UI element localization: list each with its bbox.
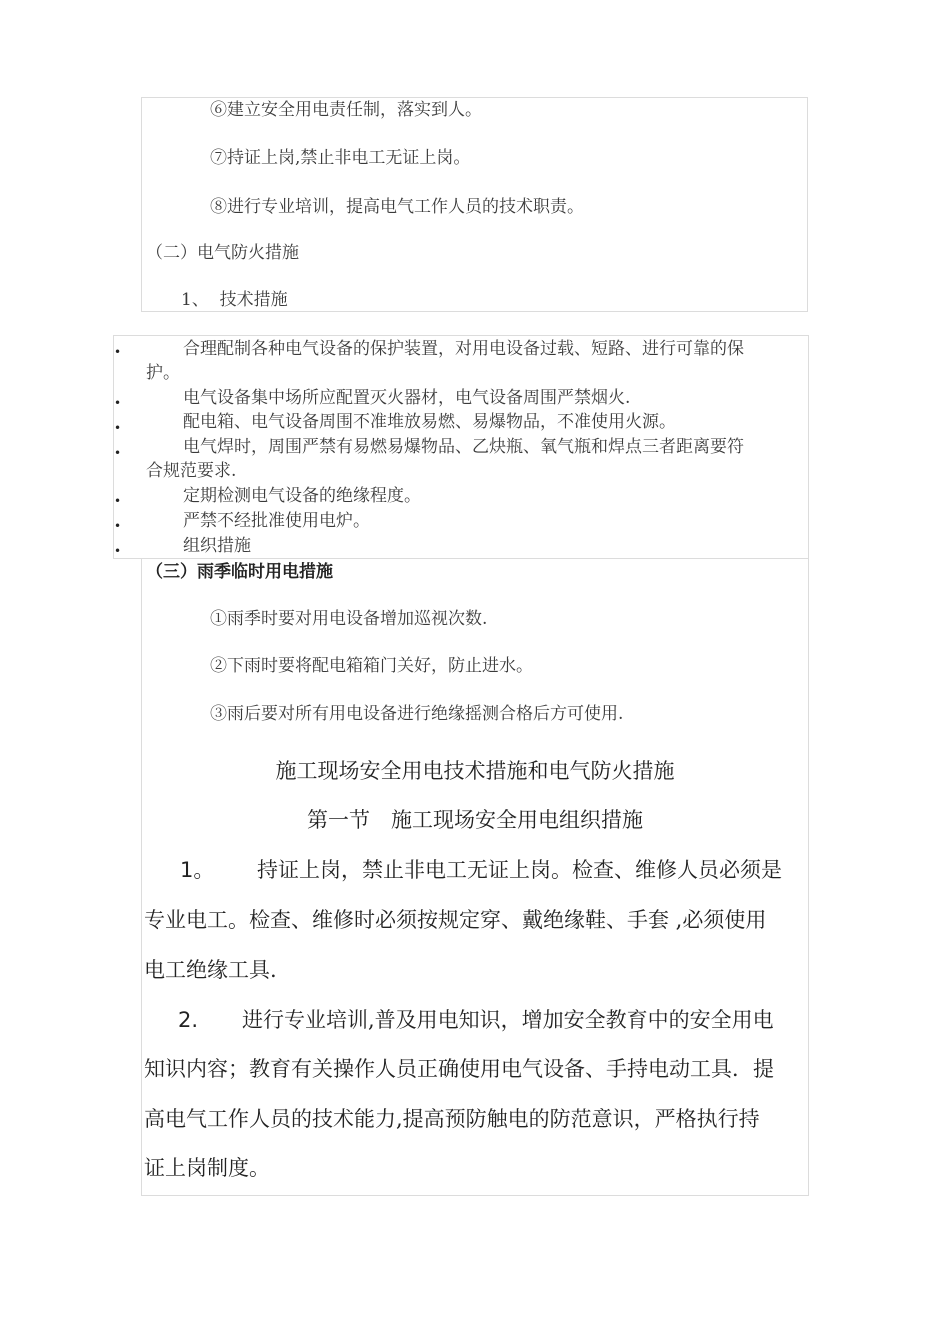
- paragraph-line: 电工绝缘工具.: [144, 958, 277, 982]
- bullet-mark: •: [114, 544, 122, 558]
- paragraph-line: 专业电工。检查、维修时必须按规定穿、戴绝缘鞋、手套 ,必须使用: [144, 908, 767, 932]
- list-item: ①雨季时要对用电设备增加巡视次数.: [210, 609, 488, 629]
- bullet-mark: •: [114, 396, 122, 410]
- paragraph-number: 1。: [180, 858, 215, 882]
- paragraph-number: 2.: [178, 1008, 199, 1032]
- list-item: 严禁不经批准使用电炉。: [183, 511, 370, 531]
- list-item: 护。: [146, 363, 180, 383]
- document-title: 施工现场安全用电技术措施和电气防火措施: [275, 759, 675, 783]
- paragraph-line: 高电气工作人员的技术能力,提高预防触电的防范意识，严格执行持: [144, 1107, 760, 1131]
- list-item: 电气焊时，周围严禁有易燃易爆物品、乙炔瓶、氧气瓶和焊点三者距离要符: [183, 437, 744, 457]
- section-heading: （三）雨季临时用电措施: [146, 562, 333, 582]
- paragraph-line: 证上岗制度。: [144, 1156, 270, 1180]
- bullet-mark: •: [114, 421, 122, 435]
- section-heading: （二）电气防火措施: [146, 243, 299, 263]
- list-item: ②下雨时要将配电箱箱门关好，防止进水。: [210, 656, 533, 676]
- list-item: 配电箱、电气设备周围不准堆放易燃、易爆物品，不准使用火源。: [183, 412, 676, 432]
- sub-heading: 1、 技术措施: [181, 290, 288, 310]
- list-item: 定期检测电气设备的绝缘程度。: [183, 486, 421, 506]
- paragraph-line: 进行专业培训,普及用电知识，增加安全教育中的安全用电: [242, 1008, 774, 1032]
- list-item: 合规范要求.: [146, 461, 237, 481]
- list-item: ⑥建立安全用电责任制，落实到人。: [210, 100, 482, 120]
- bullet-mark: •: [114, 494, 122, 508]
- bullet-mark: •: [114, 345, 122, 359]
- section-title: 第一节 施工现场安全用电组织措施: [307, 808, 643, 832]
- bullet-mark: •: [114, 446, 122, 460]
- paragraph-line: 知识内容；教育有关操作人员正确使用电气设备、手持电动工具．提: [144, 1057, 774, 1081]
- bullet-mark: •: [114, 519, 122, 533]
- list-item: 组织措施: [183, 536, 251, 556]
- list-item: ⑧进行专业培训，提高电气工作人员的技术职责。: [210, 197, 584, 217]
- list-item: ③雨后要对所有用电设备进行绝缘摇测合格后方可使用.: [210, 704, 624, 724]
- list-item: 电气设备集中场所应配置灭火器材，电气设备周围严禁烟火.: [183, 388, 631, 408]
- paragraph-line: 持证上岗，禁止非电工无证上岗。检查、维修人员必须是: [257, 858, 782, 882]
- list-item: ⑦持证上岗,禁止非电工无证上岗。: [210, 148, 471, 168]
- list-item: 合理配制各种电气设备的保护装置，对用电设备过载、短路、进行可靠的保: [183, 339, 744, 359]
